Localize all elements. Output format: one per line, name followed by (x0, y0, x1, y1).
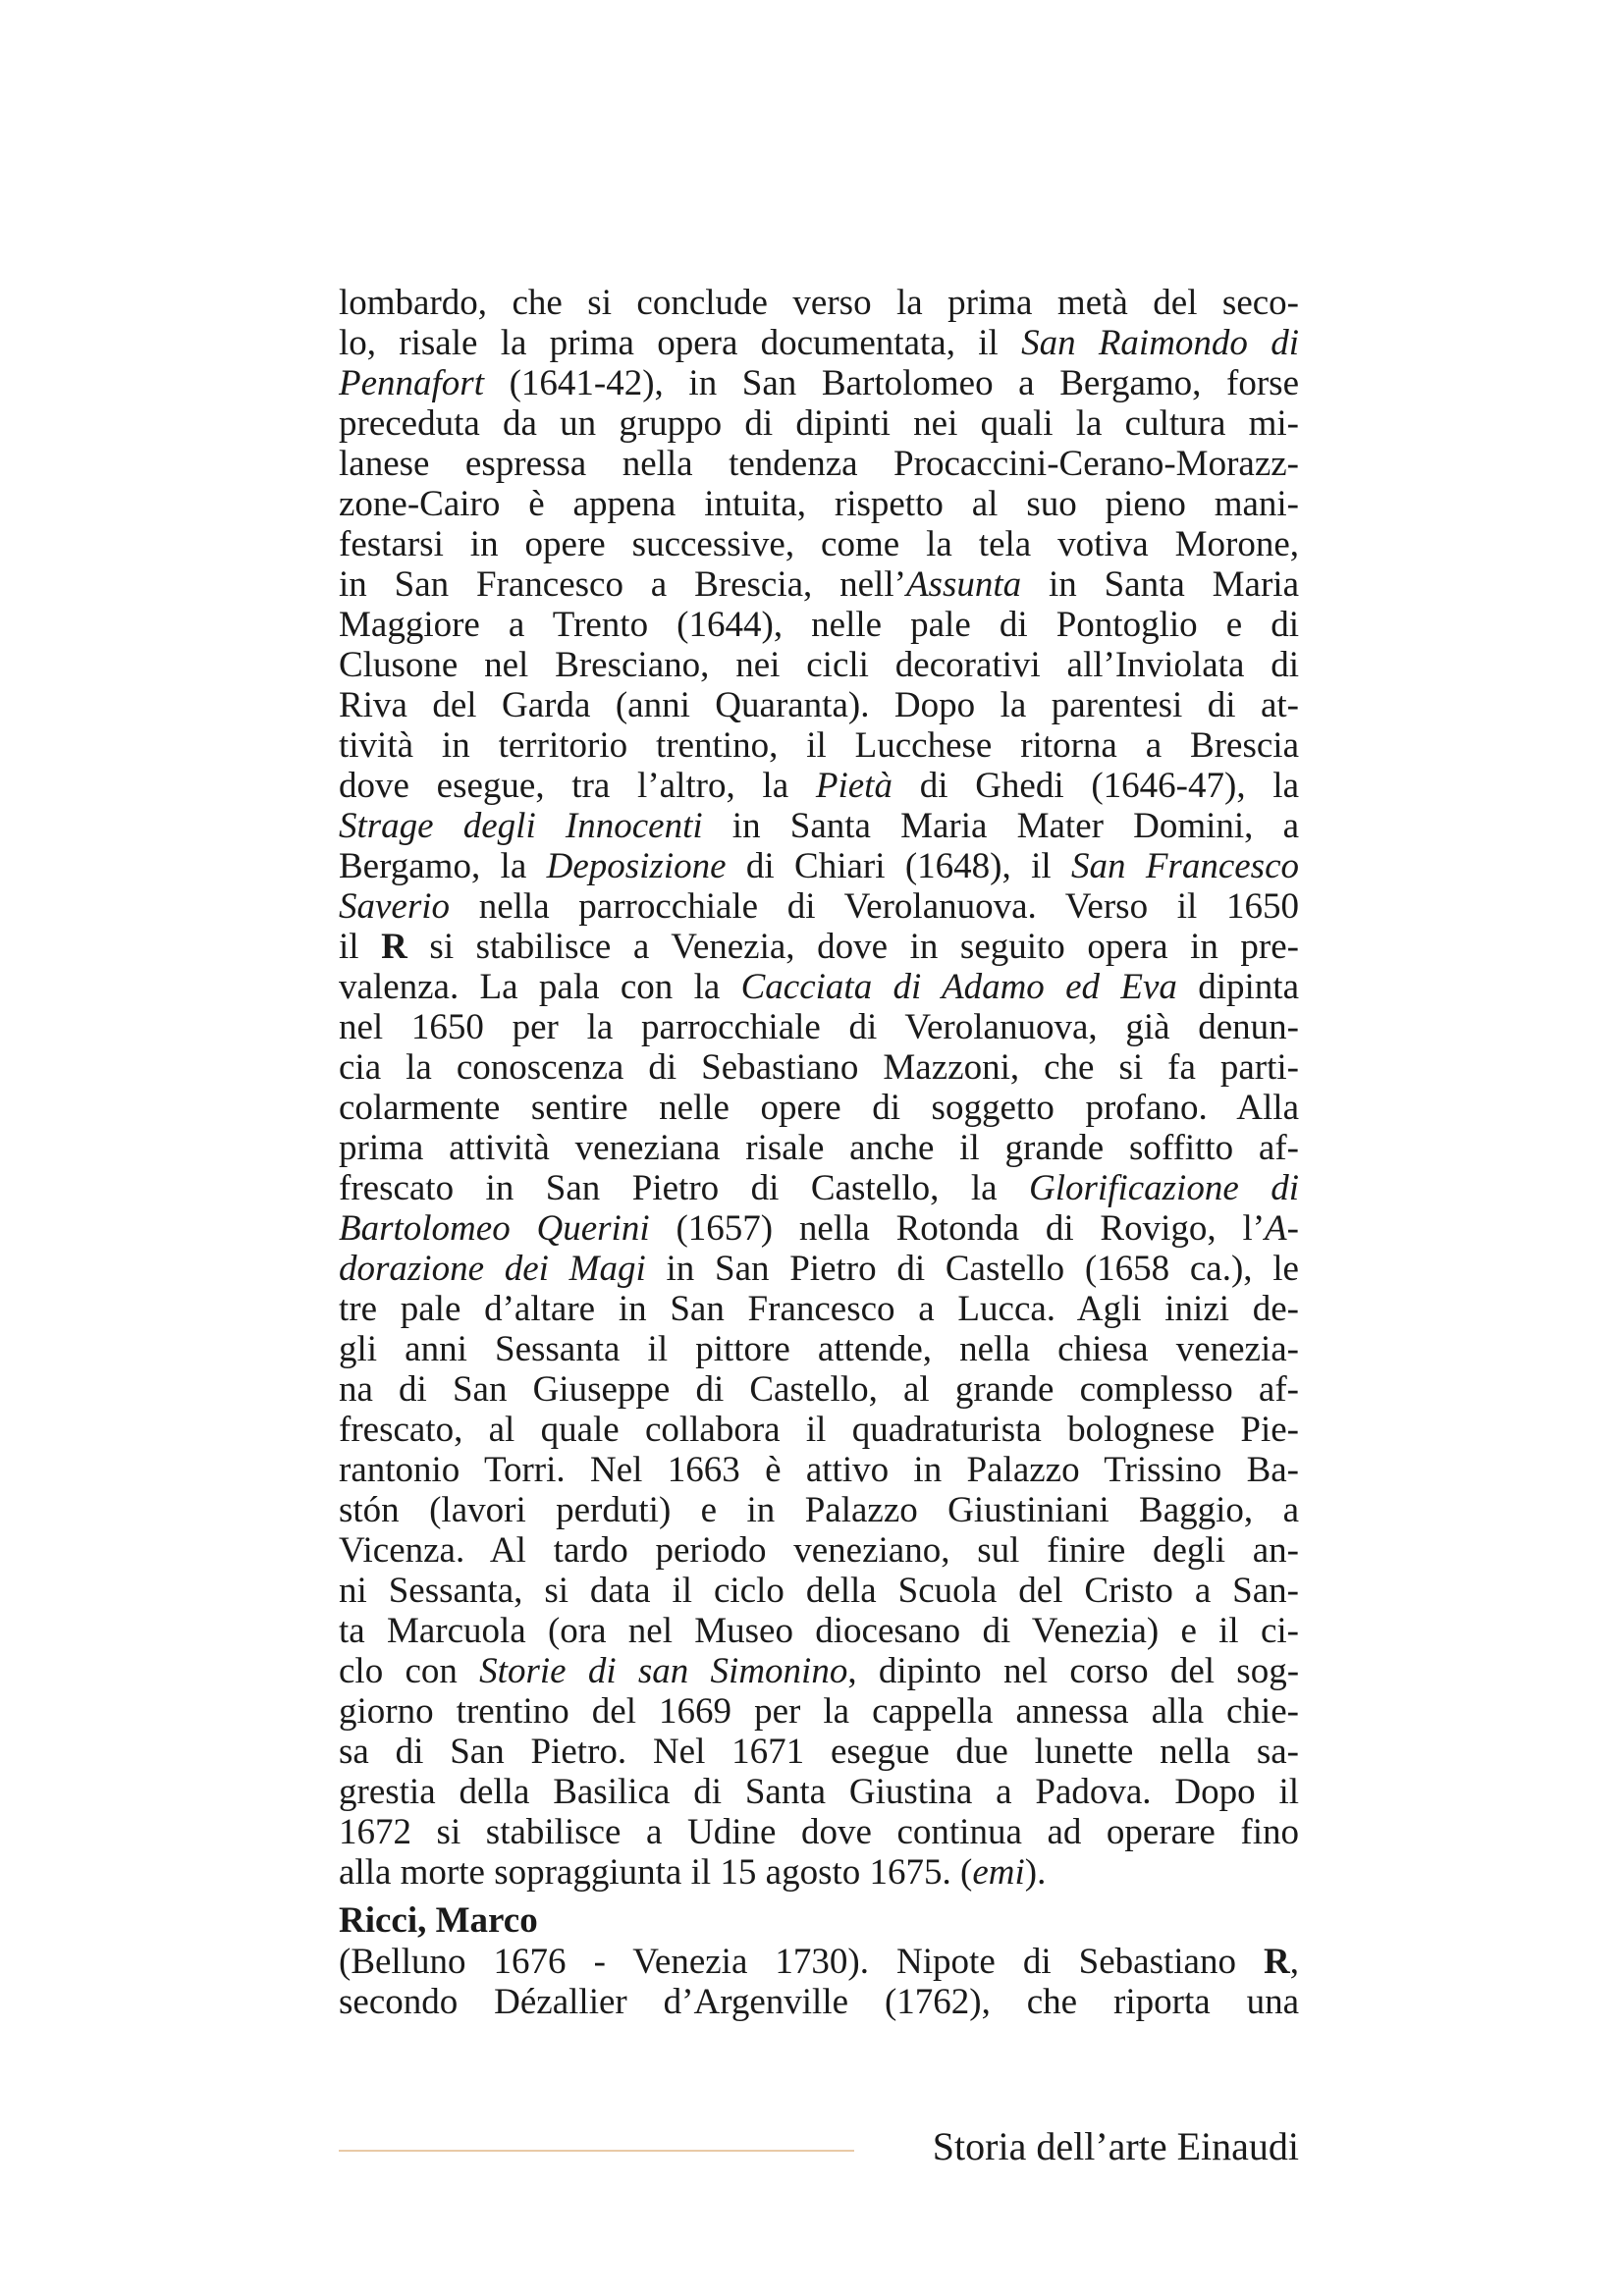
text-line (339, 1611, 1299, 1651)
text-line (339, 1289, 1299, 1329)
text-run: in Santa Maria (1021, 564, 1299, 605)
text-run: (1641-42), in San Bartolomeo a Bergamo, forse (483, 363, 1299, 403)
text-line (339, 967, 1299, 1007)
text-run: si stabilisce a Venezia, dove in seguito opera in pre- (406, 927, 1299, 967)
text-run: ni Sessanta, si data il ciclo della Scuola del Cristo a San- (339, 1571, 1299, 1611)
text-line (339, 685, 1299, 725)
text-run: sa di San Pietro. Nel 1671 esegue due lunette nella sa- (339, 1732, 1299, 1772)
text-run: lanese espressa nella tendenza Procaccini-Cerano-Morazz- (339, 444, 1299, 484)
italic-title: Assunta (905, 564, 1022, 605)
text-run: giorno trentino del 1669 per la cappella annessa alla chie- (339, 1691, 1299, 1732)
text-line (339, 403, 1299, 444)
text-line (339, 1128, 1299, 1168)
text-line (339, 1942, 1299, 1982)
text-line (339, 1982, 1299, 2022)
text-line (339, 725, 1299, 766)
italic-title: Saverio (339, 886, 451, 927)
text-run: Clusone nel Bresciano, nei cicli decorativi all’Inviolata di (339, 645, 1299, 685)
footer-title: Storia dell’arte Einaudi (932, 2124, 1299, 2168)
text-line (339, 1852, 1299, 1893)
italic-title: San Raimondo di (1021, 323, 1299, 363)
text-run: nella parrocchiale di Verolanuova. Verso il 1650 (450, 886, 1299, 927)
italic-title: A- (1265, 1208, 1299, 1249)
text-line (339, 1329, 1299, 1369)
text-line (339, 1088, 1299, 1128)
bold-abbrev: R (1264, 1942, 1290, 1982)
text-run: secondo Dézallier d’Argenville (1762), che riporta una (339, 1982, 1299, 2022)
text-line (339, 1772, 1299, 1812)
italic-title: Glorificazione di (1028, 1168, 1299, 1208)
text-run: ). (1024, 1852, 1047, 1893)
text-line (339, 645, 1299, 685)
text-line (339, 1732, 1299, 1772)
text-run: , (1289, 1942, 1299, 1982)
italic-title: Strage degli Innocenti (339, 806, 703, 846)
italic-title: Pennafort (339, 363, 484, 403)
text-run: festarsi in opere successive, come la tela votiva Morone, (339, 524, 1299, 564)
text-run: 1672 si stabilisce a Udine dove continua ad operare fino (339, 1812, 1299, 1852)
text-run: prima attività veneziana risale anche il grande soffitto af- (339, 1128, 1299, 1168)
text-line (339, 484, 1299, 524)
text-run: tività in territorio trentino, il Lucchese ritorna a Brescia (339, 725, 1299, 766)
text-run: frescato, al quale collabora il quadraturista bolognese Pie- (339, 1410, 1299, 1450)
text-run: zone-Cairo è appena intuita, rispetto al suo pieno mani- (339, 484, 1299, 524)
text-line (339, 1691, 1299, 1732)
text-run: Riva del Garda (anni Quaranta). Dopo la parentesi di at- (339, 685, 1299, 725)
text-line (339, 363, 1299, 403)
text-run: preceduta da un gruppo di dipinti nei quali la cultura mi- (339, 403, 1299, 444)
text-line (339, 1490, 1299, 1530)
main-text-block (339, 283, 1299, 1893)
text-line (339, 524, 1299, 564)
text-run: rantonio Torri. Nel 1663 è attivo in Palazzo Trissino Ba- (339, 1450, 1299, 1490)
italic-title: Pietà (815, 766, 893, 806)
text-run: il (339, 927, 382, 967)
text-line (339, 1571, 1299, 1611)
text-line (339, 283, 1299, 323)
text-run: lombardo, che si conclude verso la prima metà del seco- (339, 283, 1299, 323)
text-line (339, 927, 1299, 967)
italic-title: San Francesco (1070, 846, 1299, 886)
text-run: (Belluno 1676 - Venezia 1730). Nipote di Sebastiano (339, 1942, 1265, 1982)
text-line (339, 1369, 1299, 1410)
entry-paragraph (339, 1942, 1299, 2022)
text-run: ta Marcuola (ora nel Museo diocesano di Venezia) e il ci- (339, 1611, 1299, 1651)
text-line (339, 1812, 1299, 1852)
text-run: , dipinto nel corso del sog- (847, 1651, 1300, 1691)
text-run: dove esegue, tra l’altro, la (339, 766, 816, 806)
text-line (339, 1168, 1299, 1208)
text-line (339, 605, 1299, 645)
text-run: colarmente sentire nelle opere di soggetto profano. Alla (339, 1088, 1299, 1128)
entry-body (339, 1942, 1299, 2022)
text-run: gli anni Sessanta il pittore attende, nella chiesa venezia- (339, 1329, 1299, 1369)
text-run: Bergamo, la (339, 846, 547, 886)
text-run: in San Francesco a Brescia, nell’ (339, 564, 906, 605)
italic-title: dorazione dei Magi (339, 1249, 646, 1289)
text-run: Maggiore a Trento (1644), nelle pale di Pontoglio e di (339, 605, 1299, 645)
main-paragraph (339, 283, 1299, 1893)
text-run: na di San Giuseppe di Castello, al grande complesso af- (339, 1369, 1299, 1410)
text-line (339, 1651, 1299, 1691)
text-line (339, 846, 1299, 886)
text-run: di Ghedi (1646-47), la (892, 766, 1300, 806)
text-line (339, 766, 1299, 806)
text-run: (1657) nella Rotonda di Rovigo, l’ (649, 1208, 1266, 1249)
text-run: tre pale d’altare in San Francesco a Lucca. Agli inizi de- (339, 1289, 1299, 1329)
text-line (339, 444, 1299, 484)
text-line (339, 806, 1299, 846)
text-run: Vicenza. Al tardo periodo veneziano, sul finire degli an- (339, 1530, 1299, 1571)
text-run: di Chiari (1648), il (726, 846, 1071, 886)
text-run: stón (lavori perduti) e in Palazzo Giustiniani Baggio, a (339, 1490, 1299, 1530)
text-line (339, 564, 1299, 605)
text-run: cia la conoscenza di Sebastiano Mazzoni, che si fa parti- (339, 1047, 1299, 1088)
bold-abbrev: R (381, 927, 407, 967)
text-run: grestia della Basilica di Santa Giustina a Padova. Dopo il (339, 1772, 1299, 1812)
text-run: lo, risale la prima opera documentata, il (339, 323, 1022, 363)
text-line (339, 1410, 1299, 1450)
text-line (339, 886, 1299, 927)
italic-title: Storie di san Simonino (479, 1651, 848, 1691)
text-run: clo con (339, 1651, 480, 1691)
text-run: valenza. La pala con la (339, 967, 741, 1007)
entry-heading: Ricci, Marco (339, 1900, 538, 1941)
text-run: nel 1650 per la parrocchiale di Verolanuova, già denun- (339, 1007, 1299, 1047)
text-line (339, 1208, 1299, 1249)
italic-title: Bartolomeo Querini (339, 1208, 650, 1249)
text-run: dipinta (1176, 967, 1299, 1007)
text-line (339, 1007, 1299, 1047)
text-run: alla morte sopraggiunta il 15 agosto 1675. ( (339, 1852, 973, 1893)
italic-title: Deposizione (546, 846, 727, 886)
text-line (339, 1249, 1299, 1289)
text-run: frescato in San Pietro di Castello, la (339, 1168, 1029, 1208)
footer-rule (339, 2150, 854, 2152)
text-line (339, 1047, 1299, 1088)
text-line (339, 1530, 1299, 1571)
text-run: in Santa Maria Mater Domini, a (702, 806, 1300, 846)
text-line (339, 323, 1299, 363)
text-run: in San Pietro di Castello (1658 ca.), le (645, 1249, 1299, 1289)
italic-title: emi (972, 1852, 1025, 1893)
italic-title: Cacciata di Adamo ed Eva (740, 967, 1177, 1007)
text-line (339, 1450, 1299, 1490)
